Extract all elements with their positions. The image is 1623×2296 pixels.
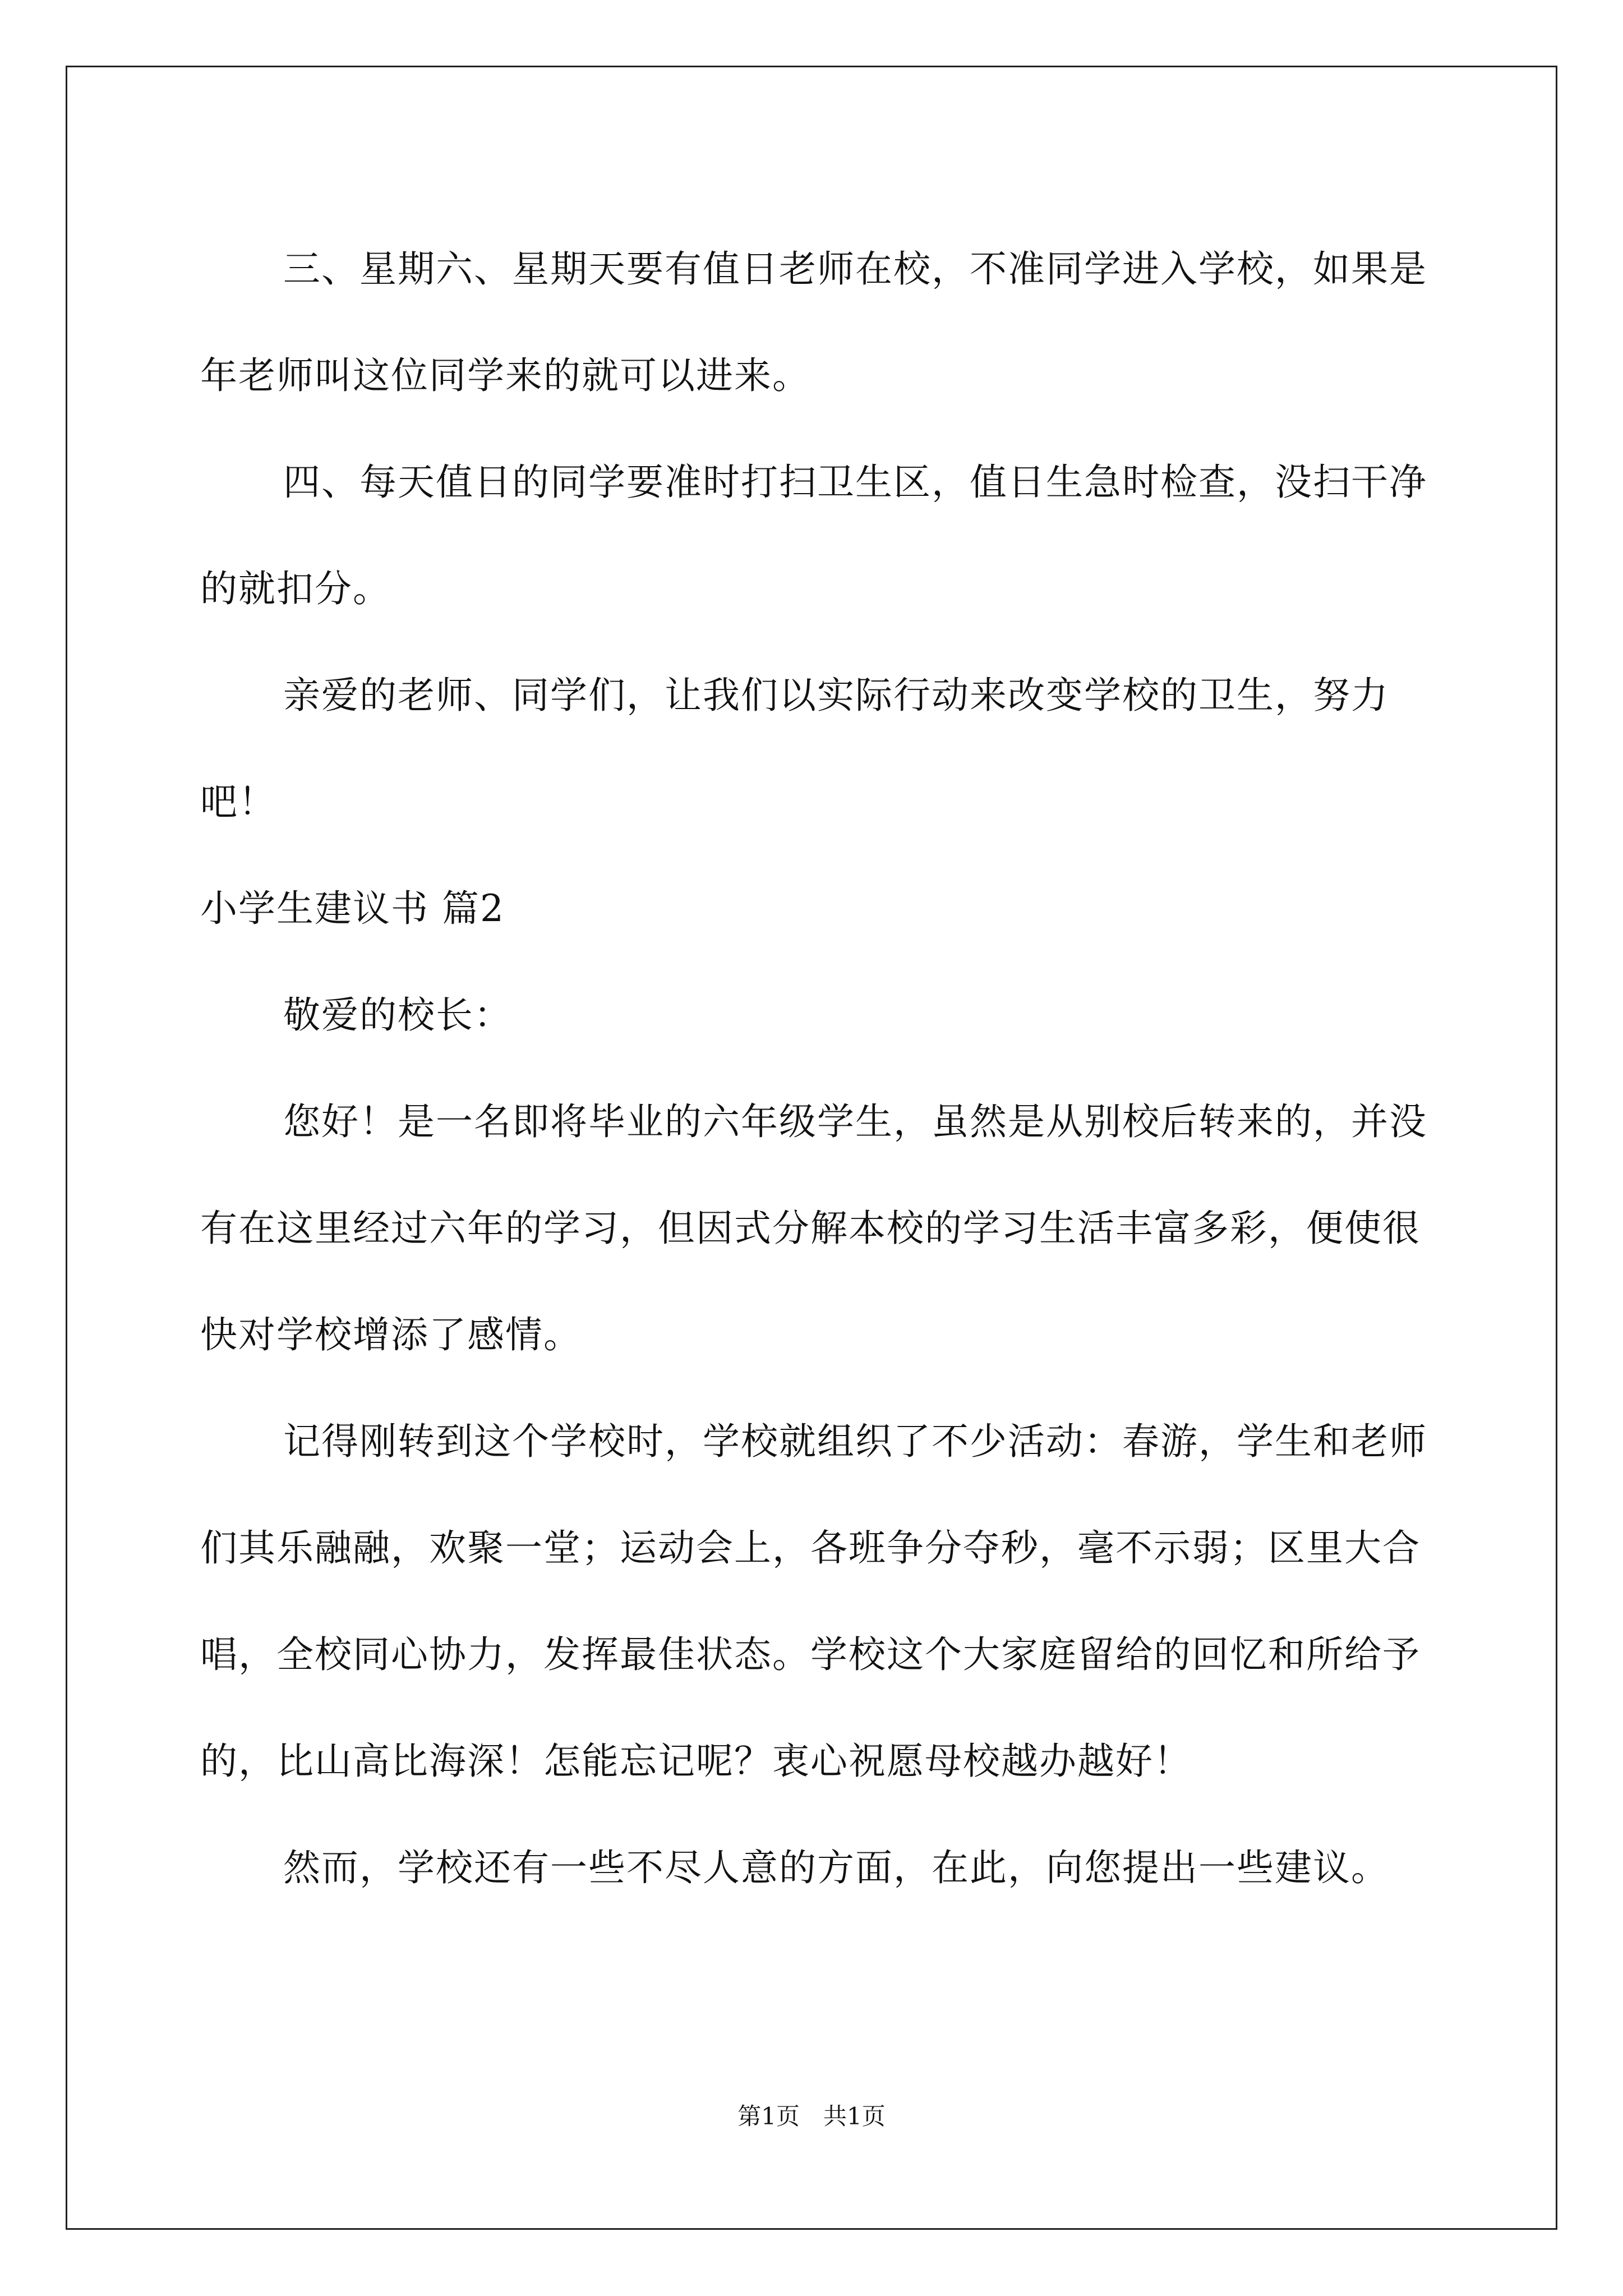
paragraph-greeting: 您好！是一名即将毕业的六年级学生，虽然是从别校后转来的，并没有在这里经过六年的学习，但因式分解本校的学习生活丰富多彩，便使很快对学校增添了感情。 <box>200 1100 1427 1356</box>
paragraph-rule-4: 四、每天值日的同学要准时打扫卫生区，值日生急时检查，没扫干净的就扣分。 <box>200 461 1427 610</box>
document-body <box>200 216 1440 1921</box>
paragraph-suggestion-intro: 然而，学校还有一些不尽人意的方面，在此，向您提出一些建议。 <box>283 1846 1389 1889</box>
paragraph-closing: 亲爱的老师、同学们，让我们以实际行动来改变学校的卫生，努力吧！ <box>200 674 1389 823</box>
paragraph-memories: 记得刚转到这个学校时，学校就组织了不少活动：春游，学生和老师们其乐融融，欢聚一堂；运动会上，各班争分夺秒，毫不示弱；区里大合唱，全校同心协力，发挥最佳状态。学校这个大家庭留给的回忆和所给予的，比山高比海深！怎能忘记呢？衷心祝愿母校越办越好！ <box>200 1420 1427 1783</box>
page-footer: 第1页 共1页 <box>737 2102 886 2130</box>
section-heading: 小学生建议书 篇2 <box>200 887 505 930</box>
salutation: 敬爱的校长： <box>283 993 512 1037</box>
paragraph-rule-3: 三、星期六、星期天要有值日老师在校，不准同学进入学校，如果是年老师叫这位同学来的就可以进来。 <box>200 247 1427 397</box>
